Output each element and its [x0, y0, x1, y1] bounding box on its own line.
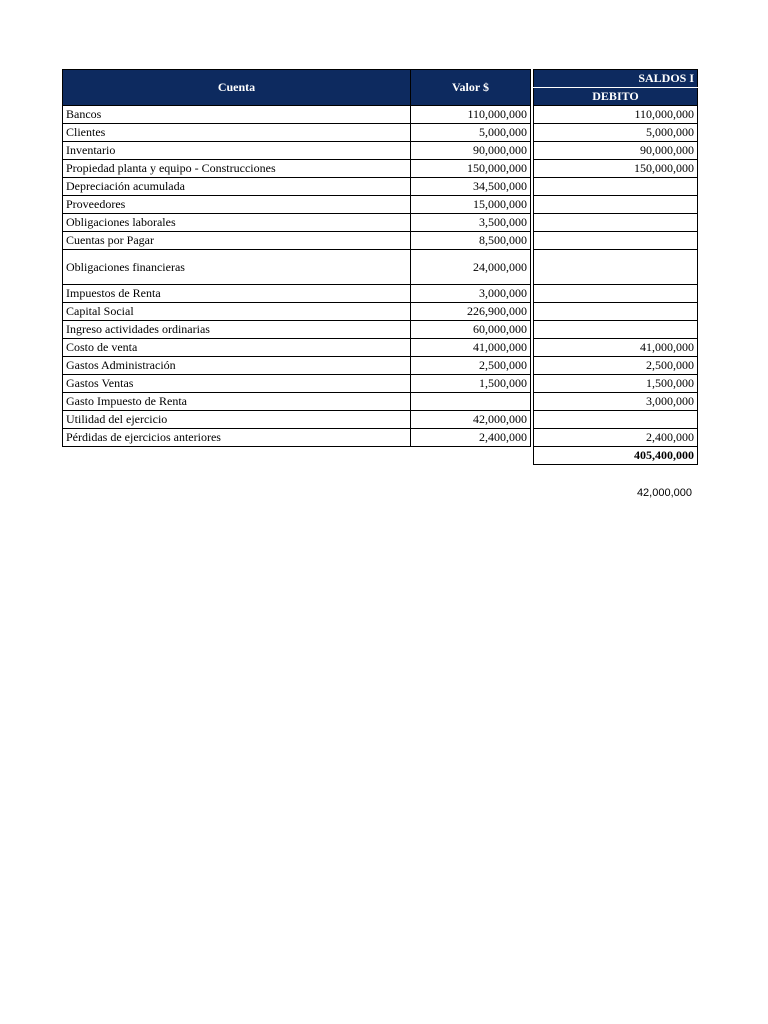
table-row	[63, 214, 698, 232]
table-row	[63, 178, 698, 196]
cell-valor[interactable]: 1,500,000	[411, 375, 531, 393]
table-row	[63, 285, 698, 303]
table-row	[63, 124, 698, 142]
cell-valor[interactable]: 226,900,000	[411, 303, 531, 321]
cell-cuenta[interactable]: Propiedad planta y equipo - Construcciones	[63, 160, 411, 178]
cell-valor[interactable]: 15,000,000	[411, 196, 531, 214]
cell-cuenta[interactable]: Gasto Impuesto de Renta	[63, 393, 411, 411]
total-debito-cell[interactable]: 405,400,000	[534, 447, 698, 465]
cell-cuenta[interactable]: Utilidad del ejercicio	[63, 411, 411, 429]
cell-cuenta[interactable]: Capital Social	[63, 303, 411, 321]
cell-debito[interactable]	[534, 178, 698, 196]
table-row	[63, 106, 698, 124]
side-value[interactable]: 42,000,000	[636, 487, 692, 499]
cell-cuenta[interactable]: Gastos Ventas	[63, 375, 411, 393]
table-row	[63, 321, 698, 339]
table-row	[63, 429, 698, 447]
cell-debito[interactable]: 2,400,000	[534, 429, 698, 447]
cell-valor[interactable]: 8,500,000	[411, 232, 531, 250]
cell-valor[interactable]: 60,000,000	[411, 321, 531, 339]
cell-valor[interactable]: 3,000,000	[411, 285, 531, 303]
cell-valor[interactable]: 3,500,000	[411, 214, 531, 232]
header-cuenta[interactable]: Cuenta	[63, 70, 411, 106]
cell-valor[interactable]: 24,000,000	[411, 250, 531, 285]
cell-valor[interactable]	[411, 393, 531, 411]
header-valor[interactable]: Valor $	[411, 70, 531, 106]
cell-cuenta[interactable]: Impuestos de Renta	[63, 285, 411, 303]
cell-debito[interactable]	[534, 214, 698, 232]
cell-valor[interactable]: 41,000,000	[411, 339, 531, 357]
cell-debito[interactable]: 1,500,000	[534, 375, 698, 393]
cell-valor[interactable]: 5,000,000	[411, 124, 531, 142]
cell-cuenta[interactable]: Bancos	[63, 106, 411, 124]
cell-debito[interactable]: 90,000,000	[534, 142, 698, 160]
table-row	[63, 411, 698, 429]
table-row	[63, 303, 698, 321]
table-row	[63, 339, 698, 357]
cell-cuenta[interactable]: Costo de venta	[63, 339, 411, 357]
cell-cuenta[interactable]: Clientes	[63, 124, 411, 142]
cell-cuenta[interactable]: Obligaciones financieras	[63, 250, 411, 285]
cell-cuenta[interactable]: Pérdidas de ejercicios anteriores	[63, 429, 411, 447]
total-row	[63, 447, 698, 465]
table-row	[63, 160, 698, 178]
cell-cuenta[interactable]: Ingreso actividades ordinarias	[63, 321, 411, 339]
table-row	[63, 196, 698, 214]
cell-cuenta[interactable]: Obligaciones laborales	[63, 214, 411, 232]
header-saldos[interactable]: SALDOS I	[534, 70, 698, 88]
table-row	[63, 232, 698, 250]
cell-debito[interactable]	[534, 285, 698, 303]
cell-debito[interactable]: 5,000,000	[534, 124, 698, 142]
cell-debito[interactable]: 41,000,000	[534, 339, 698, 357]
cell-cuenta[interactable]: Proveedores	[63, 196, 411, 214]
cell-debito[interactable]	[534, 411, 698, 429]
cell-debito[interactable]: 2,500,000	[534, 357, 698, 375]
cell-cuenta[interactable]: Cuentas por Pagar	[63, 232, 411, 250]
cell-cuenta[interactable]: Depreciación acumulada	[63, 178, 411, 196]
cell-debito[interactable]	[534, 232, 698, 250]
cell-valor[interactable]: 110,000,000	[411, 106, 531, 124]
cell-debito[interactable]: 3,000,000	[534, 393, 698, 411]
balance-table	[62, 69, 698, 465]
table-row	[63, 393, 698, 411]
cell-valor[interactable]: 2,400,000	[411, 429, 531, 447]
table-row	[63, 250, 698, 285]
table-row	[63, 357, 698, 375]
cell-debito[interactable]	[534, 303, 698, 321]
cell-debito[interactable]	[534, 321, 698, 339]
cell-valor[interactable]: 42,000,000	[411, 411, 531, 429]
cell-valor[interactable]: 2,500,000	[411, 357, 531, 375]
cell-debito[interactable]	[534, 250, 698, 285]
cell-debito[interactable]: 110,000,000	[534, 106, 698, 124]
cell-cuenta[interactable]: Gastos Administración	[63, 357, 411, 375]
cell-valor[interactable]: 34,500,000	[411, 178, 531, 196]
cell-debito[interactable]	[534, 196, 698, 214]
cell-valor[interactable]: 150,000,000	[411, 160, 531, 178]
cell-valor[interactable]: 90,000,000	[411, 142, 531, 160]
table-row	[63, 142, 698, 160]
table-row	[63, 375, 698, 393]
header-debito[interactable]: DEBITO	[534, 88, 698, 106]
cell-cuenta[interactable]: Inventario	[63, 142, 411, 160]
cell-debito[interactable]: 150,000,000	[534, 160, 698, 178]
